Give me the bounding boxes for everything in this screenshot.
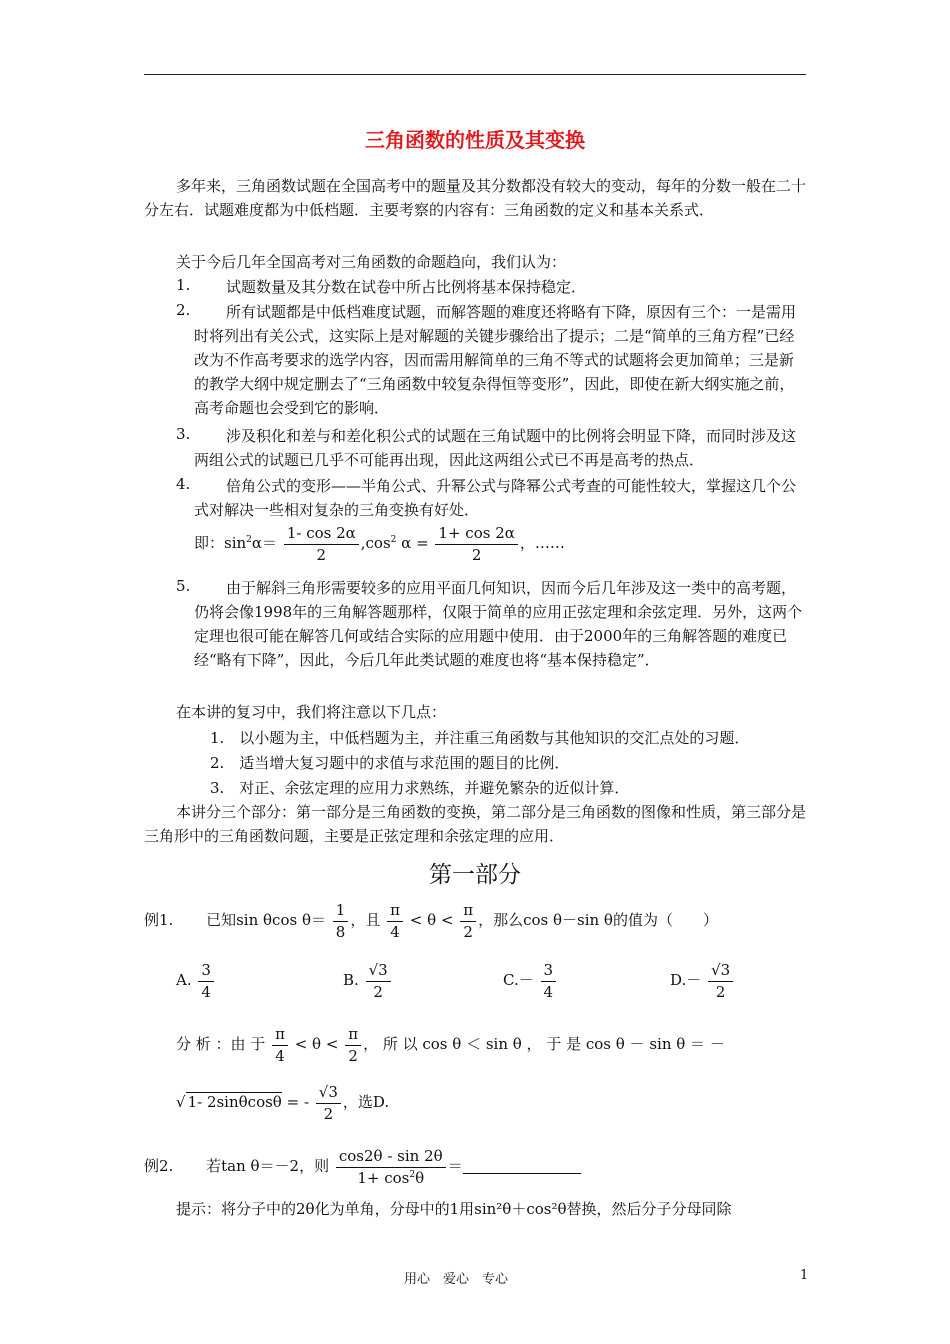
answer-blank <box>463 1173 581 1174</box>
section-heading: 第一部分 <box>429 862 521 888</box>
review-point-3: 3. 对正、余弦定理的应用力求熟练，并避免繁杂的近似计算． <box>210 779 630 797</box>
header-rule <box>144 74 806 75</box>
half-angle-formula: 即：$\sin^2\alpha=$ $\frac{1- \cos 2\alpha}{2}$ $,\cos^2$ α = $\frac{1+ \cos 2\alpha}{2}$ ，…… <box>194 524 565 564</box>
footer-motto: 用心 爱心 专心 <box>404 1272 509 1287</box>
example-1: 例1. 已知sin θcos θ＝ $\frac{1}{8}$ ，且 $\frac{\pi}{4}$ < θ < $\frac{\pi}{2}$ ，那么cos θ－sin θ的值为（ ） <box>144 901 718 941</box>
point-5-num: 5. <box>176 577 191 595</box>
sin-squared-fraction: $\frac{1- \cos 2\alpha}{2}$ <box>284 525 359 563</box>
example-2: 例2. 若tan θ＝－2，则 $\frac{\cos 2\theta - \sin 2\theta}{1+ \cos^2\theta}$ ＝ <box>144 1148 581 1186</box>
example-1-analysis: 分 析 ：由 于 $\frac{\pi}{4}$ < θ < $\frac{\pi}{2}$ ， 所 以 cos θ ＜ sin θ ， 于 是 cos θ － sin θ ＝ － <box>176 1025 725 1065</box>
example-2-hint: 提示：将分子中的2θ化为单角，分母中的1用sin²θ＋cos²θ替换，然后分子分母同除 <box>176 1200 732 1218</box>
option-d: D.－ $\frac{√3}{2}$ <box>670 962 735 1000</box>
cos-squared-fraction: $\frac{1+ \cos 2\alpha}{2}$ <box>435 525 517 563</box>
point-5-text: 由于解斜三角形需要较多的应用平面几何知识，因而今后几年涉及这一类中的高考题，仍将会像1998年的三角解答题那样，仅限于简单的应用正弦定理和余弦定理．另外，这两个定理也很可能在解答几何或结合实际的应用题中使用．由于2000年的三角解答题的难度已经“略有下降”，因此，今后几年此类试题的难度也将“基本保持稳定”． <box>194 579 803 669</box>
review-point-2: 2. 适当增大复习题中的求值与求范围的题目的比例． <box>210 754 570 772</box>
point-1-text: 试题数量及其分数在试卷中所占比例将基本保持稳定． <box>226 278 587 296</box>
review-point-1: 1. 以小题为主，中低档题为主，并注重三角函数与其他知识的交汇点处的习题． <box>210 729 750 747</box>
trend-intro: 关于今后几年全国高考对三角函数的命题趋向，我们认为： <box>176 253 567 271</box>
point-2-text: 所有试题都是中低档难度试题，而解答题的难度还将略有下降，原因有三个：一是需用时将列出有关公式，这实际上是对解题的关键步骤给出了提示；二是“简单的三角方程”已经改为不作高考要求的选学内容，因而需用解简单的三角不等式的试题将会更加简单；三是新的教学大纲中规定删去了“三角函数中较复杂得恒等变形”，因此，即使在新大纲实施之前，高考命题也会受到它的影响． <box>194 303 797 417</box>
point-3-text: 涉及积化和差与和差化积公式的试题在三角试题中的比例将会明显下降，而同时涉及这两组公式的试题已几乎不可能再出现，因此这两组公式已不再是高考的热点． <box>194 427 797 469</box>
intro-paragraph: 多年来，三角函数试题在全国高考中的题量及其分数都没有较大的变动，每年的分数一般在二十分左右．试题难度都为中低档题．主要考察的内容有：三角函数的定义和基本关系式． <box>144 177 807 219</box>
page-number: 1 <box>800 1268 809 1283</box>
point-2-num: 2. <box>176 301 191 319</box>
page-title: 三角函数的性质及其变换 <box>365 128 585 152</box>
point-1-num: 1. <box>176 276 191 294</box>
option-c: C.－ $\frac{3}{4}$ <box>503 962 558 1000</box>
example-1-label: 例1. <box>144 911 174 929</box>
point-3-num: 3. <box>176 425 191 443</box>
option-a: A. $\frac{3}{4}$ <box>176 962 216 1000</box>
example-1-result: √ 1- 2sinθcosθ = - $\frac{√3}{2}$ ，选D. <box>176 1083 390 1123</box>
example-2-label: 例2. <box>144 1157 174 1175</box>
review-intro: 在本讲的复习中，我们将注意以下几点： <box>176 703 447 721</box>
point-4-text: 倍角公式的变形——半角公式、升幂公式与降幂公式考查的可能性较大，掌握这几个公式对解决一些相对复杂的三角变换有好处． <box>194 477 797 519</box>
option-b: B. $\frac{√3}{2}$ <box>343 962 393 1000</box>
summary-paragraph: 本讲分三个部分：第一部分是三角函数的变换，第二部分是三角函数的图像和性质，第三部分是三角形中的三角函数问题，主要是正弦定理和余弦定理的应用． <box>144 803 807 845</box>
point-4-num: 4. <box>176 475 191 493</box>
